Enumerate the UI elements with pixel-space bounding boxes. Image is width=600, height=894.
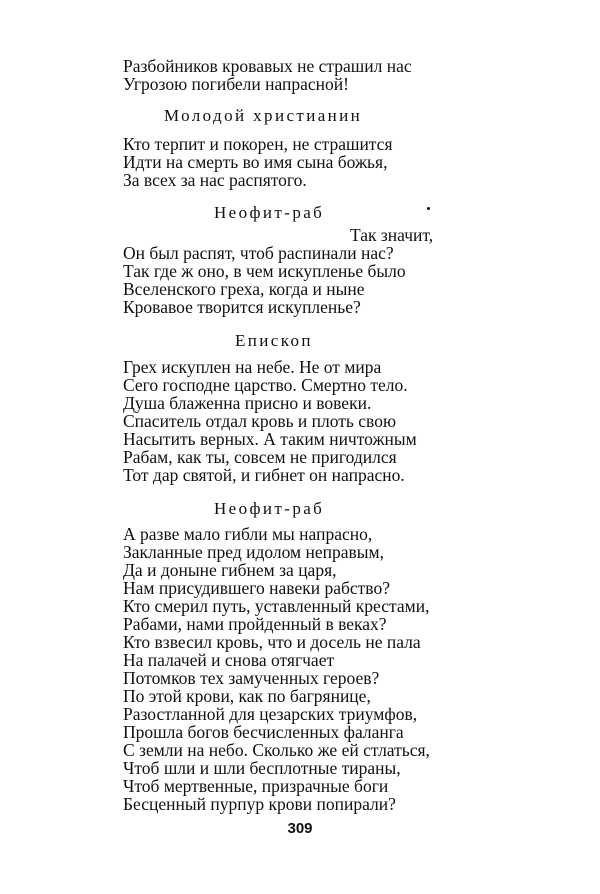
verse-line: Да и доныне гибнем за царя, <box>123 560 337 580</box>
verse-line: Спаситель отдал кровь и плоть свою <box>123 411 397 431</box>
verse-line: Рабами, нами пройденный в веках? <box>123 614 387 634</box>
verse-line-indented: Так значит, <box>350 225 434 245</box>
verse-line: Потомков тех замученных героев? <box>123 668 380 688</box>
verse-line: Так где ж оно, в чем искупленье было <box>123 261 406 281</box>
verse-line: А разве мало гибли мы напрасно, <box>123 524 373 544</box>
verse-line: Идти на смерть во имя сына божья, <box>123 152 388 172</box>
verse-line: Тот дар святой, и гибнет он напрасно. <box>123 465 405 485</box>
verse-line: Насытить верных. А таким ничтожным <box>123 429 417 449</box>
verse-line: Разбойников кровавых не страшил нас <box>123 56 412 76</box>
verse-line: По этой крови, как по багрянице, <box>123 686 371 706</box>
verse-line: Нам присудившего навеки рабство? <box>123 578 390 598</box>
verse-line: На палачей и снова отягчает <box>123 650 335 670</box>
verse-line: Бесценный пурпур крови попирали? <box>123 794 396 814</box>
speaker-heading: Епископ <box>235 331 313 350</box>
verse-line: Грех искуплен на небе. Не от мира <box>123 357 382 377</box>
verse-line: Душа блаженна присно и вовеки. <box>123 393 372 413</box>
verse-line: С земли на небо. Сколько же ей стлаться, <box>123 740 430 760</box>
verse-line: Сего господне царство. Смертно тело. <box>123 375 408 395</box>
page-number: 309 <box>287 820 313 837</box>
verse-line: Кто взвесил кровь, что и досель не пала <box>123 632 421 652</box>
verse-line: Кровавое творится искупленье? <box>123 297 361 317</box>
verse-line: За всех за нас распятого. <box>123 170 307 190</box>
verse-line: Угрозою погибели напрасной! <box>123 74 349 94</box>
verse-line: Разостланной для цезарских триумфов, <box>123 704 418 724</box>
verse-line: Закланные пред идолом неправым, <box>123 542 384 562</box>
verse-line: Кто смерил путь, уставленный крестами, <box>123 596 430 616</box>
verse-line: Он был распят, чтоб распинали нас? <box>123 243 394 263</box>
speaker-heading: Молодой христианин <box>164 106 363 125</box>
verse-line: Чтоб мертвенные, призрачные боги <box>123 776 389 796</box>
verse-line: Чтоб шли и шли бесплотные тираны, <box>123 758 401 778</box>
speaker-heading: Неофит-раб <box>214 203 325 222</box>
verse-line: Рабам, как ты, совсем не пригодился <box>123 447 397 467</box>
verse-line: Вселенского греха, когда и ныне <box>123 279 365 299</box>
verse-line: Кто терпит и покорен, не страшится <box>123 134 393 154</box>
speaker-heading: Неофит-раб <box>214 499 325 518</box>
verse-line: Прошла богов бесчисленных фаланга <box>123 722 404 742</box>
stray-dot <box>427 207 430 210</box>
